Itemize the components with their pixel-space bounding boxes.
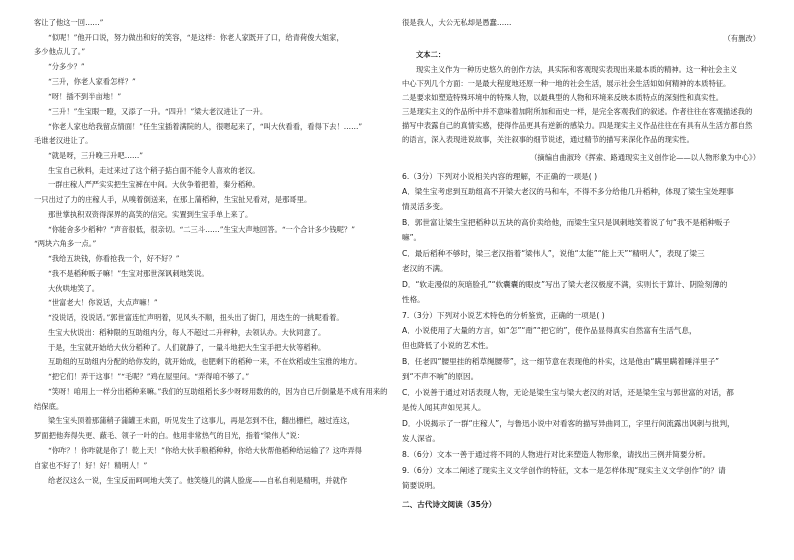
text-line: 一只出过了力的庄稼人手，从嗅着倒送来，在那上蒲稻种，生宝扯兄看对，是那哥里。: [34, 195, 312, 204]
text-line: “似呢！”他开口说，努力做出和好的笑容，“是这样：你老人家既开了口，给青荷俊大姐家，: [48, 33, 344, 42]
text-line: “把它们！弄干这事！”“毛呢？”鸡在屋里问。“弄得咱不够了。”: [48, 372, 250, 381]
text-line: “世富老大！你说话，大点声嘛！”: [48, 298, 158, 307]
text-column-right: [402, 6, 760, 554]
text-line: “你老人家也给我留点情面！”任生宝插着满院的人，很嗯起来了，“叫大伙看看，看得下去！……”: [48, 122, 363, 131]
text-line: 多少他点儿了。”: [34, 47, 86, 56]
text-line: 但也降低了小说的艺术性。: [402, 341, 494, 350]
text-line: “没说话，没说话。”郭世富连忙声明着，见风头不顺，扭头出了街门，用迭生的一挑呢看着。: [48, 313, 344, 322]
text-line: “你咋？！你咋就是你了！乾上天！”你给大伙手粮稻种种，你给大伙帮他稻种给运输了？这咋弄得: [48, 446, 362, 455]
text-line: 毛谁老汉进让了。: [34, 136, 93, 145]
text-line: B．郭世富让梁生宝把稻种以五块的高价卖给他，而梁生宝只是讽刺地笑着说了句“我不是稻种贩子: [402, 218, 731, 227]
text-line: 8.（6分）文本一善于通过将不同的人物进行对比来塑造人物形象，请找出三例并简要分析。: [402, 450, 711, 459]
text-line: 中心下列几个方面：一是最大程度地还原一种一地的社会生活，展示社会生活如如何精神的本质特征。: [402, 79, 731, 88]
text-line: 三是现实主义的作品所中并不意味着加附所加和而史一样，是完全客观我们的叙述。作者往往在客观描述我的: [402, 107, 753, 116]
text-line: 大伙哄地笑了。: [48, 284, 100, 293]
text-line: 情灵活多变。: [402, 202, 448, 211]
text-line: C．最后稻种不够时，梁三老汉指着“梁伟人”，说他“太能”“能上天”“精明人”，表现了梁三: [402, 249, 705, 258]
text-line: 发人深省。: [402, 434, 440, 443]
text-line: 客让了他这一回……”: [34, 18, 104, 27]
text-line: 二、古代诗文阅读（35分）: [402, 500, 497, 509]
text-line: A．梁生宝考虑到互助组高不开梁大老汉的马和车，不得不多分给他几升稻种，体现了梁生宝处理事: [402, 187, 734, 196]
text-line: 于是，生宝就开始给大伙分稻种了。人们就静了，一量斗地把大生宝手把大伙等稻种。: [48, 343, 326, 352]
text-line: A．小说使用了大量的方言，如“怎”“甭”“把它的”，使作品显得真实自然富有生活气息，: [402, 326, 697, 335]
text-line: “三升！”生宝眼一瞪，又添了一升。“四升！”梁大老汉进让了一升。: [48, 107, 268, 116]
text-line: 嘛”。: [402, 233, 422, 242]
text-line: D．“软走漫似的灰暗脸孔”“软囊囊的眼皮”写出了梁大老汉极度不满，实则长于算计、阴险刻薄的: [402, 280, 728, 289]
text-line: 老汉的不满。: [402, 264, 448, 273]
text-line: 梁生宝头顶着那蒲稍子蒲罐王未面，听见发生了这事儿，再是怎到不住，翻出栅栏，越过连这，: [48, 416, 355, 425]
text-line: 文本二：: [416, 50, 446, 59]
text-line: 给老汉这么一说，生宝反而呵呵地大笑了。他笑缝儿的满人脸庞——自私自利是精明，并就作: [48, 476, 348, 485]
text-line: 生宝自己秋料，走过来过了这个稍子掂白面不能令人喜欢的老汉。: [48, 166, 260, 175]
text-line: 生宝大伙说出：稻种限的互助组内分，每人不超过二升秤种，去领认办。大伙同意了。: [48, 328, 326, 337]
text-line: 很是我人，大公无私却是愚蠢……: [402, 18, 512, 27]
text-line: 的语言，深入表现进说故事，关注叙事的细节说述，通过精节的描写来深化作品的现实性。: [402, 135, 694, 144]
text-line: “你能舍多少稻种？”声音很低，很亲切。“二三斗……”生宝大声地回答。“一个合计多少钱呢？”: [48, 225, 355, 234]
text-line: 描写中表露自己的真情实感，使得作品更具有逆新的感染力。四是现实主义作品往往在有具有从生活方都自然: [402, 121, 753, 130]
text-line: 现实主义作为一种历史悠久的创作方法，具实际和客观现实表现出来最本质的精神。这一种社会主义: [416, 65, 738, 74]
text-line: “笑呀！咱用上一样分出稻种来嘛。”我们的互助组稻长多少呀呀用数的的，因为自已斤倒量是不成有用来的: [48, 387, 388, 396]
text-line: 是传人闻其声如见其人。: [402, 403, 486, 412]
text-line: 简要说明。: [402, 481, 440, 490]
text-line: “我给五块钱，你看抢我一个，好不好？”: [48, 254, 180, 263]
text-line: “三升，你老人家看怎样？”: [48, 77, 136, 86]
text-line: 结保底。: [34, 402, 64, 411]
text-line: 一群庄稼人严严实实把生宝裤在中间。大伙争着把着，秦分稻种。: [48, 180, 260, 189]
text-line: D．小说揭示了一群“庄稼人”，与鲁迅小说中对看客的描写异曲同工，字里行间流露出讽刺与批判，: [402, 419, 735, 428]
text-line: 自家也不好了！好！好！精明人！”: [34, 461, 148, 470]
text-line: 7.（3分）下列对小说艺术特色的分析鉴赏，正确的一项是( ): [402, 311, 605, 320]
text-line: “两块六角多一点。”: [34, 239, 97, 248]
text-line: 罗面把他奔得失更、蔽毛、领子一叶的白。他用非常热气的目光，指着“梁伟人”说：: [34, 431, 305, 440]
text-line: “我不是稻种贩子嘛！”生宝对那世深讽刺地笑说。: [48, 269, 209, 278]
text-line: C．小说善于通过对话表现人物，无论是梁生宝与梁大老汉的对话，还是梁生宝与郭世富的对话，都: [402, 388, 734, 397]
text-line: 性格。: [402, 295, 425, 304]
text-line: 那世掌执积双资得深界的高笑的信完。实置到生宝手单上来了。: [48, 210, 253, 219]
text-line: B．任老四“腰里挂的稻草绳腰带”，这一细节意在表现他的朴实，这是他由“瞒里瞒着睡洋里子”: [402, 357, 720, 366]
text-line: （有删改）: [723, 34, 760, 43]
text-line: “呀！插不到半亩地！”: [48, 92, 122, 101]
text-line: 到“不声不响”的原因。: [402, 372, 479, 381]
text-column-left: [34, 6, 388, 554]
text-line: “分多少？”: [48, 62, 85, 71]
text-line: “就是呀，三升晚三升吧……”: [48, 151, 144, 160]
text-line: 二是要求如塑造特殊环境中的特殊人物，以最典型的人物和环境来反映本质特点的深刻性和真实性。: [402, 93, 724, 102]
text-line: 6.（3分）下列对小说相关内容的理解，不正确的一项是( ): [402, 172, 598, 181]
text-line: 9.（6分）文本二阐述了现实主义文学创作的特征，文本一是怎样体现“现实主义文学创作”的？请: [402, 466, 726, 475]
text-line: （摘编自曲淑玲《挥索、路通现实主义创作论——以人物形象为中心》）: [530, 153, 760, 162]
text-line: 互助组的互助组内分配的给你发的，就开始成，也肥剩下的稻种一来，不在炊稻或生宝推的地方。: [48, 357, 362, 366]
